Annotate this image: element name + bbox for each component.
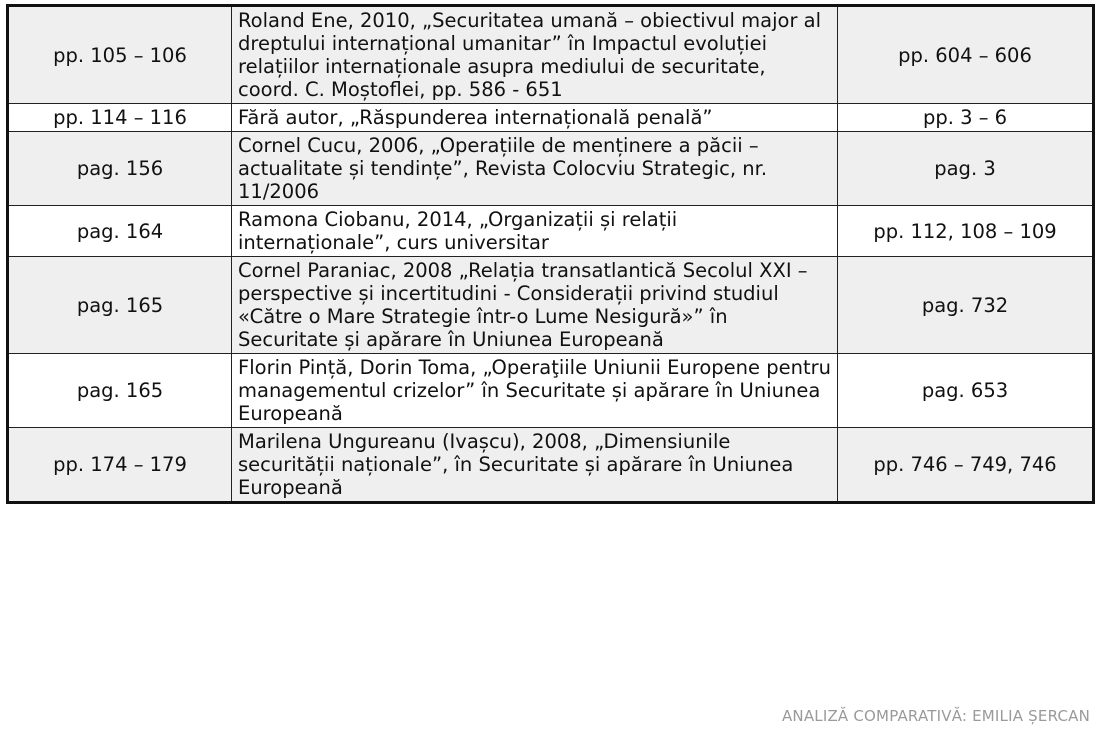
reference-cell: Marilena Ungureanu (Ivașcu), 2008, „Dimensiunile securității naționale”, în Securitate și apărare în Uniunea Europeană xyxy=(232,428,838,503)
table-row xyxy=(8,428,1094,503)
analysis-credit: ANALIZĂ COMPARATIVĂ: EMILIA ȘERCAN xyxy=(781,707,1090,725)
table-row xyxy=(8,132,1094,206)
original-pages-cell: pag. 732 xyxy=(838,257,1094,354)
source-pages-cell: pp. 114 – 116 xyxy=(8,104,232,132)
original-pages-cell: pag. 3 xyxy=(838,132,1094,206)
table-row xyxy=(8,6,1094,104)
reference-cell: Fără autor, „Răspunderea internațională penală” xyxy=(232,104,838,132)
table-row xyxy=(8,257,1094,354)
original-pages-cell: pp. 746 – 749, 746 xyxy=(838,428,1094,503)
table-row xyxy=(8,104,1094,132)
reference-cell: Roland Ene, 2010, „Securitatea umană – obiectivul major al dreptului internațional umanitar” în Impactul evoluției relațiilor internaționale asupra mediului de securitate, coord. C. Moștoflei, pp. 586 - 651 xyxy=(232,6,838,104)
reference-cell: Florin Pință, Dorin Toma, „Operaţiile Uniunii Europene pentru managementul crizelor” în Securitate și apărare în Uniunea Europeană xyxy=(232,354,838,428)
reference-cell: Cornel Cucu, 2006, „Operațiile de menținere a păcii – actualitate și tendințe”, Revista Colocviu Strategic, nr. 11/2006 xyxy=(232,132,838,206)
table-row xyxy=(8,206,1094,257)
reference-cell: Ramona Ciobanu, 2014, „Organizații și relații internaționale”, curs universitar xyxy=(232,206,838,257)
original-pages-cell: pp. 604 – 606 xyxy=(838,6,1094,104)
original-pages-cell: pp. 112, 108 – 109 xyxy=(838,206,1094,257)
original-pages-cell: pag. 653 xyxy=(838,354,1094,428)
source-pages-cell: pag. 164 xyxy=(8,206,232,257)
source-pages-cell: pag. 165 xyxy=(8,354,232,428)
comparison-table xyxy=(6,4,1095,504)
original-pages-cell: pp. 3 – 6 xyxy=(838,104,1094,132)
source-pages-cell: pag. 165 xyxy=(8,257,232,354)
reference-cell: Cornel Paraniac, 2008 „Relația transatlantică Secolul XXI – perspective și incertitudini - Considerații privind studiul «Către o Mare Strategie într-o Lume Nesigură»” în Securitate și apărare în Uniunea Europeană xyxy=(232,257,838,354)
source-pages-cell: pp. 174 – 179 xyxy=(8,428,232,503)
source-pages-cell: pp. 105 – 106 xyxy=(8,6,232,104)
table-row xyxy=(8,354,1094,428)
comparison-table-container xyxy=(6,4,1092,504)
source-pages-cell: pag. 156 xyxy=(8,132,232,206)
